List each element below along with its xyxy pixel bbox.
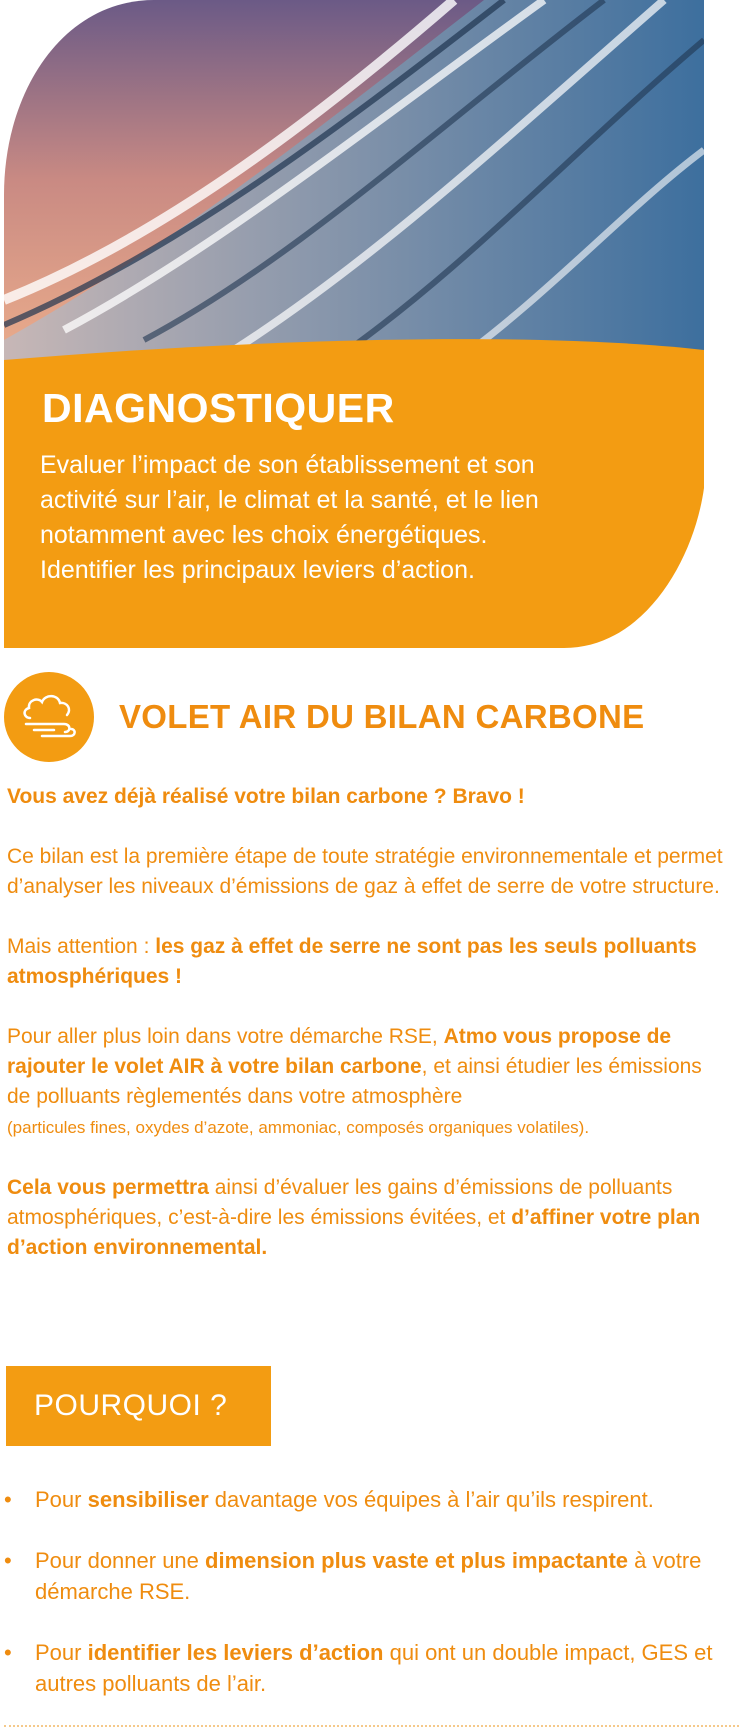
hero-title: DIAGNOSTIQUER: [42, 385, 395, 431]
intro-paragraph: Vous avez déjà réalisé votre bilan carbone ? Bravo !: [7, 785, 525, 808]
section-header: [4, 672, 744, 762]
warning-paragraph: Mais attention : les gaz à effet de serre ne sont pas les seuls polluants atmosphériques !: [7, 935, 697, 988]
cloud-wind-icon: [4, 672, 94, 762]
benefit-paragraph: Cela vous permettra ainsi d’évaluer les gains d’émissions de polluants atmosphériques, c’est-à-dire les émissions évitées, et d’affiner votre plan d’action environnemental.: [7, 1176, 701, 1259]
list-item: • Pour sensibiliser davantage vos équipes à l’air qu’ils respirent.: [4, 1487, 654, 1512]
why-banner: POURQUOI ?: [6, 1366, 271, 1446]
list-item: • Pour identifier les leviers d’action qui ont un double impact, GES et autres polluants de l’air.: [4, 1640, 713, 1696]
section-title: VOLET AIR DU BILAN CARBONE: [119, 698, 645, 735]
body-text: [7, 782, 727, 1263]
proposal-paragraph: Pour aller plus loin dans votre démarche RSE, Atmo vous propose de rajouter le volet AIR à votre bilan carbone, et ainsi étudier les émissions de polluants règlementés dans votre atmosphère (particules fines, oxydes d’azote, ammoniac, composés organiques volatiles).: [7, 1025, 702, 1137]
list-item: • Pour donner une dimension plus vaste et plus impactante à votre démarche RSE.: [4, 1548, 702, 1604]
dotted-divider: [4, 1725, 739, 1727]
hero-banner: [4, 0, 704, 648]
context-paragraph: Ce bilan est la première étape de toute stratégie environnementale et permet d’analyser les niveaux d’émissions de gaz à effet de serre de votre structure.: [7, 845, 723, 898]
reasons-list: [0, 1484, 740, 1699]
hero-description: Evaluer l’impact de son établissement et son activité sur l’air, le climat et la santé, et le lien notamment avec les choix énergétiques. Identifier les principaux leviers d’action.: [40, 451, 539, 584]
